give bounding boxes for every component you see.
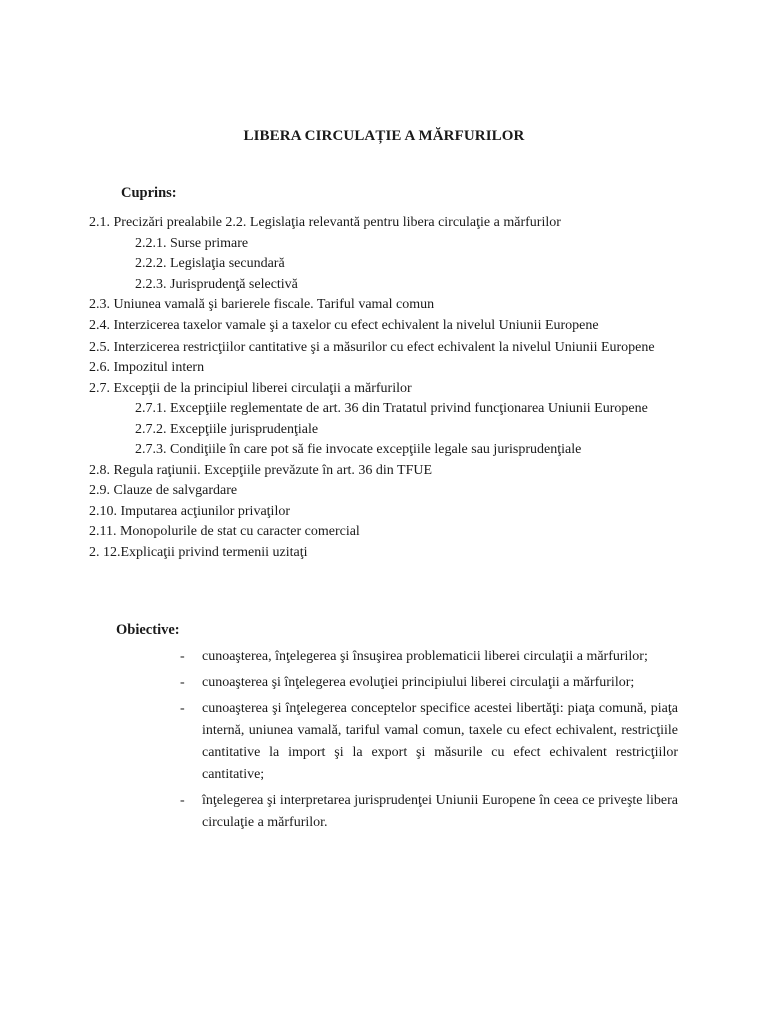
objective-text: înţelegerea şi interpretarea jurisprudenţei Uniunii Europene în ceea ce priveşte libera circulaţie a mărfurilor. xyxy=(202,793,678,830)
toc-subitem: 2.2.2. Legislaţia secundară xyxy=(135,256,285,271)
objective-item xyxy=(180,790,678,834)
toc-subitem: 2.2.1. Surse primare xyxy=(135,235,249,251)
toc-subitem: 2.7.3. Condiţiile în care pot să fie invocate excepţiile legale sau jurisprudenţiale xyxy=(135,442,582,457)
toc-item: 2.4. Interzicerea taxelor vamale şi a taxelor cu efect echivalent la nivelul Uniunii Europene xyxy=(89,317,599,333)
document-title: LIBERA CIRCULAȚIE A MĂRFURILOR xyxy=(243,128,525,144)
dash-bullet-icon: - xyxy=(180,649,185,664)
objective-item xyxy=(180,698,678,786)
objective-text: cunoaşterea şi înţelegerea evoluţiei principiului liberei circulaţii a mărfurilor; xyxy=(202,675,635,690)
toc-item: 2.6. Impozitul intern xyxy=(89,360,205,375)
contents-heading: Cuprins: xyxy=(121,185,177,201)
toc-item: 2.11. Monopolurile de stat cu caracter comercial xyxy=(89,524,360,539)
dash-bullet-icon: - xyxy=(180,701,185,716)
objectives-heading: Obiective: xyxy=(116,622,180,638)
toc-item: 2.5. Interzicerea restricţiilor cantitative şi a măsurilor cu efect echivalent la nivelul Uniunii Europene xyxy=(89,340,655,355)
table-of-contents xyxy=(89,213,679,563)
toc-item: 2. 12.Explicaţii privind termenii uzitaţi xyxy=(89,544,308,560)
toc-subitem: 2.7.2. Excepţiile jurisprudenţiale xyxy=(135,421,319,437)
dash-bullet-icon: - xyxy=(180,793,185,808)
dash-bullet-icon: - xyxy=(180,675,185,690)
objective-text: cunoaşterea şi înţelegerea conceptelor specifice acestei libertăţi: piaţa comună, piaţa internă, uniunea vamală, tariful vamal comun, taxele cu efect echivalent, restricţiile cantitative la import şi la export şi măsurile cu efect echivalent restricţiilor cantitative; xyxy=(202,701,678,782)
toc-subitem: 2.2.3. Jurisprudenţă selectivă xyxy=(135,276,298,292)
toc-item: 2.9. Clauze de salvgardare xyxy=(89,483,238,498)
objective-item xyxy=(180,646,678,668)
objective-item xyxy=(180,672,678,694)
toc-item: 2.1. Precizări prealabile 2.2. Legislaţia relevantă pentru libera circulaţie a mărfurilor xyxy=(89,215,561,230)
toc-item: 2.3. Uniunea vamală şi barierele fiscale. Tariful vamal comun xyxy=(89,297,435,312)
toc-item: 2.8. Regula raţiunii. Excepţiile prevăzute în art. 36 din TFUE xyxy=(89,462,433,478)
objective-text: cunoaşterea, înţelegerea şi însuşirea problematicii liberei circulaţii a mărfurilor; xyxy=(202,649,648,664)
toc-item: 2.10. Imputarea acţiunilor privaţilor xyxy=(89,503,290,519)
toc-item: 2.7. Excepţii de la principiul liberei circulaţii a mărfurilor xyxy=(89,380,412,396)
objectives-list xyxy=(180,646,678,838)
toc-subitem: 2.7.1. Excepţiile reglementate de art. 36 din Tratatul privind funcţionarea Uniunii Europene xyxy=(135,401,648,416)
